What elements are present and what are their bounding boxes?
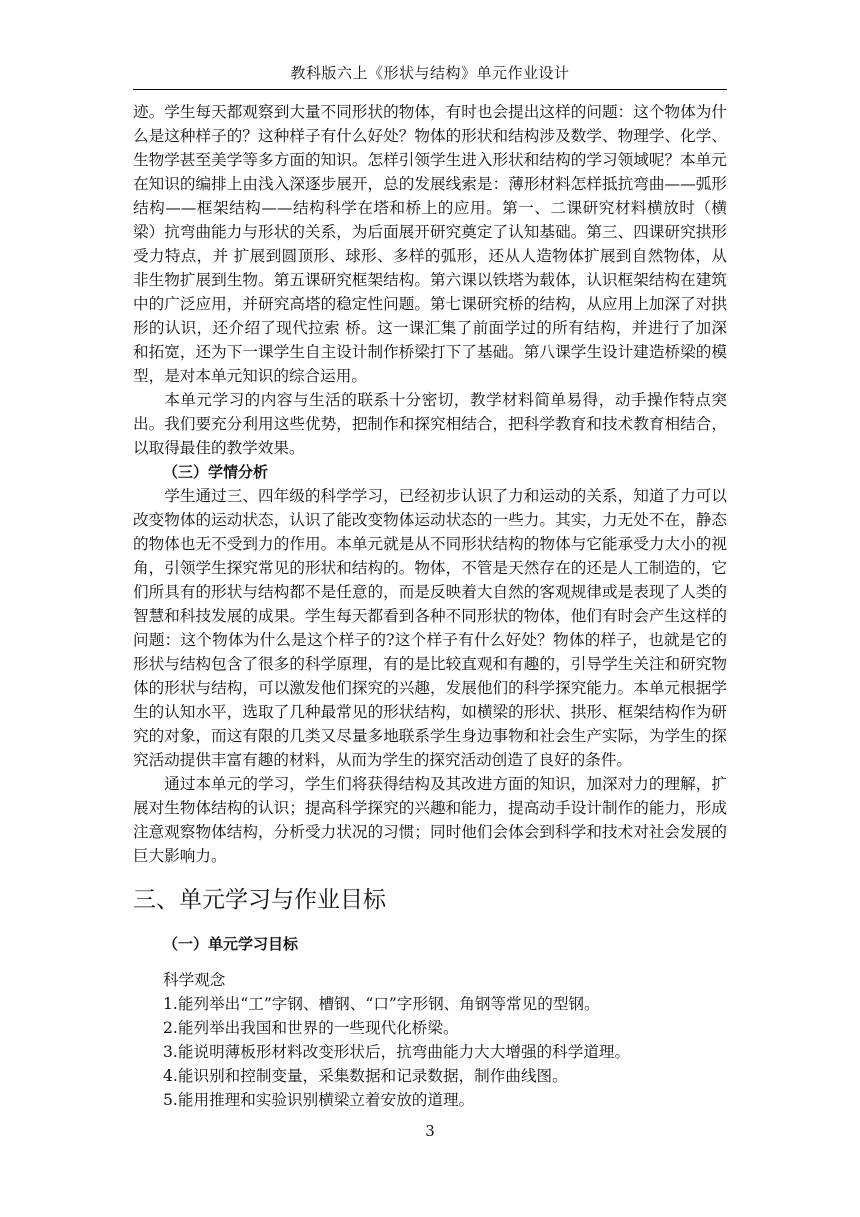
- paragraph-life-connection: 本单元学习的内容与生活的联系十分密切，教学材料简单易得，动手操作特点突出。我们要充分利用这些优势，把制作和探究相结合，把科学教育和技术教育相结合，以取得最佳的教学效果。: [133, 391, 727, 457]
- paragraph-unit-overview: 迹。学生每天都观察到大量不同形状的物体，有时也会提出这样的问题：这个物体为什么是这种样子的？这种样子有什么好处？物体的形状和结构涉及数学、物理学、化学、生物学甚至美学等多方面的知识。怎样引领学生进入形状和结构的学习领域呢？本单元在知识的编排上由浅入深逐步展开，总的发展线索是：薄形材料怎样抵抗弯曲——弧形结构——框架结构——结构科学在塔和桥上的应用。第一、二课研究材料横放时（横梁）抗弯曲能力与形状的关系，为后面展开研究奠定了认知基础。第三、四课研究拱形受力特点，并 扩展到圆顶形、球形、多样的弧形，还从人造物体扩展到自然物体，从非生物扩展到生物。第五课研究框架结构。第六课以铁塔为载体，认识框架结构在建筑中的广泛应用，并研究高塔的稳定性问题。第七课研究桥的结构，从应用上加深了对拱形的认识，还介绍了现代拉索 桥。这一课汇集了前面学过的所有结构，并进行了加深和拓宽，还为下一课学生自主设计制作桥梁打下了基础。第八课学生设计建造桥梁的模型，是对本单元知识的综合运用。: [133, 103, 727, 385]
- page-header: 教科版六上《形状与结构》单元作业设计: [290, 64, 570, 82]
- goal-item: 3.能说明薄板形材料改变形状后，抗弯曲能力大大增强的科学道理。: [163, 1043, 631, 1061]
- header-divider: [133, 89, 727, 90]
- goal-item: 1.能列举出“工”字钢、槽钢、“口”字形钢、角钢等常见的型钢。: [163, 995, 600, 1013]
- goal-item: 2.能列举出我国和世界的一些现代化桥梁。: [163, 1019, 459, 1037]
- concept-label: 科学观念: [163, 971, 226, 989]
- paragraph-learner-analysis: 学生通过三、四年级的科学学习，已经初步认识了力和运动的关系，知道了力可以改变物体的运动状态，认识了能改变物体运动状态的一些力。其实，力无处不在，静态的物体也无不受到力的作用。本单元就是从不同形状结构的物体与它能承受力大小的视角，引领学生探究常见的形状和结构的。物体，不管是天然存在的还是人工制造的，它们所具有的形状与结构都不是任意的，而是反映着大自然的客观规律或是表现了人类的智慧和科技发展的成果。学生每天都看到各种不同形状的物体，他们有时会产生这样的问题：这个物体为什么是这个样子的?这个样子有什么好处？物体的样子，也就是它的形状与结构包含了很多的科学原理，有的是比较直观和有趣的，引导学生关注和研究物体的形状与结构，可以激发他们探究的兴趣，发展他们的科学探究能力。本单元根据学生的认知水平，选取了几种最常见的形状结构，如横梁的形状、拱形、框架结构作为研究的对象，而这有限的几类又尽量多地联系学生身边事物和社会生产实际，为学生的探究活动提供丰富有趣的材料，从而为学生的探究活动创造了良好的条件。: [133, 487, 727, 769]
- section-heading-goals: 三、单元学习与作业目标: [133, 887, 386, 913]
- paragraph-learning-outcomes: 通过本单元的学习，学生们将获得结构及其改进方面的知识，加深对力的理解，扩展对生物体结构的认识；提高科学探究的兴趣和能力，提高动手设计制作的能力，形成注意观察物体结构，分析受力状况的习惯；同时他们会体会到科学和技术对社会发展的巨大影响力。: [133, 775, 727, 865]
- document-body: [133, 100, 727, 1112]
- goal-item: 4.能识别和控制变量，采集数据和记录数据，制作曲线图。: [163, 1067, 568, 1085]
- subheading-unit-goals: （一）单元学习目标: [163, 935, 299, 953]
- page-number: 3: [425, 1122, 435, 1140]
- subheading-learner-analysis: （三）学情分析: [163, 463, 269, 481]
- goal-item: 5.能用推理和实验识别横梁立着安放的道理。: [163, 1091, 475, 1109]
